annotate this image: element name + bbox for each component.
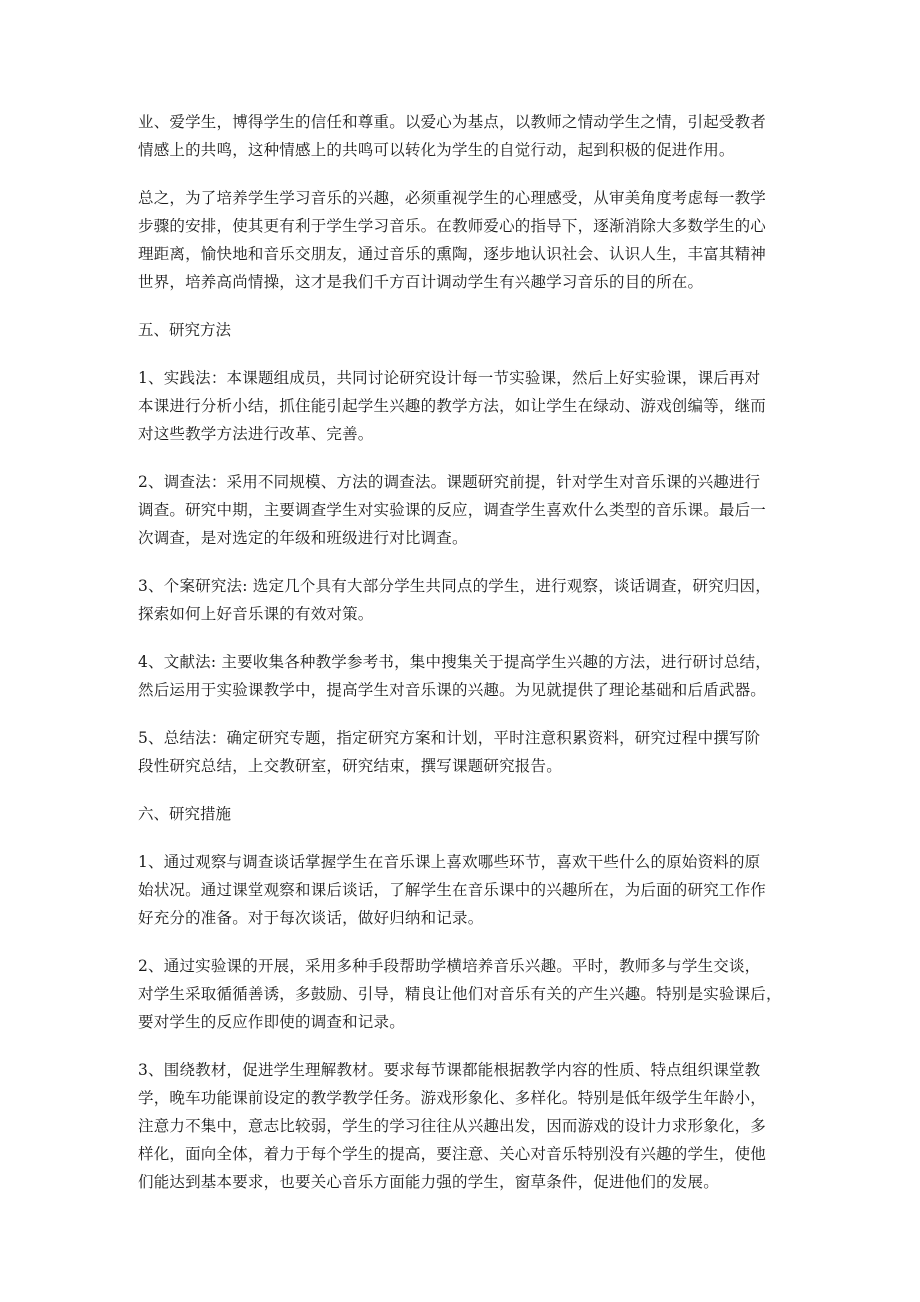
text-line: 注意力不集中，意志比较弱，学生的学习往往从兴趣出发，因而游戏的设计力求形象化，多 <box>138 1117 767 1135</box>
text-line: 3、个案研究法: 选定几个具有大部分学生共同点的学生，进行观察，谈话调查，研究归因， <box>138 577 771 595</box>
paragraph <box>138 468 788 552</box>
text-line: 3、围绕教材，促进学生理解教材。要求每节课都能根据教学内容的性质、特点组织课堂教 <box>138 1061 761 1079</box>
text-line: 业、爱学生，博得学生的信任和尊重。以爱心为基点，以教师之情动学生之情，引起受教者 <box>138 113 767 131</box>
text-line: 五、研究方法 <box>138 321 232 339</box>
text-line: 世界，培养高尚情操，这才是我们千方百计调动学生有兴趣学习音乐的目的所在。 <box>138 273 704 291</box>
section-heading <box>138 800 788 828</box>
text-line: 总之，为了培养学生学习音乐的兴趣，必须重视学生的心理感受，从审美角度考虑每一教学 <box>138 189 767 207</box>
paragraph <box>138 952 788 1036</box>
document-page <box>138 108 788 1216</box>
text-line: 然后运用于实验课教学中，提高学生对音乐课的兴趣。为见就提供了理论基础和后盾武器。 <box>138 681 767 699</box>
paragraph <box>138 724 788 780</box>
text-line: 六、研究措施 <box>138 805 232 823</box>
text-line: 段性研究总结，上交教研室，研究结束，撰写课题研究报告。 <box>138 757 562 775</box>
text-line: 要对学生的反应作即使的调查和记录。 <box>138 1013 405 1031</box>
text-line: 1、通过观察与调查谈话掌握学生在音乐课上喜欢哪些环节，喜欢干些什么的原始资料的原 <box>138 853 761 871</box>
paragraph <box>138 848 788 932</box>
text-line: 始状况。通过课堂观察和课后谈话，了解学生在音乐课中的兴趣所在，为后面的研究工作作 <box>138 881 767 899</box>
text-line: 2、通过实验课的开展，采用多种手段帮助学横培养音乐兴趣。平时，教师多与学生交谈， <box>138 957 761 975</box>
paragraph <box>138 572 788 628</box>
paragraph <box>138 108 788 164</box>
text-line: 2、调查法：采用不同规模、方法的调查法。课题研究前提，针对学生对音乐课的兴趣进行 <box>138 473 761 491</box>
text-line: 样化，面向全体，着力于每个学生的提高，要注意、关心对音乐特别没有兴趣的学生，使他 <box>138 1145 767 1163</box>
text-line: 5、总结法：确定研究专题，指定研究方案和计划，平时注意积累资料，研究过程中撰写阶 <box>138 729 761 747</box>
text-line: 4、文献法: 主要收集各种教学参考书，集中搜集关于提高学生兴趣的方法，进行研讨总结， <box>138 653 771 671</box>
text-line: 好充分的准备。对于每次谈话，做好归纳和记录。 <box>138 909 484 927</box>
document-body <box>138 108 788 1196</box>
section-heading <box>138 316 788 344</box>
text-line: 情感上的共鸣，这种情感上的共鸣可以转化为学生的自觉行动，起到积极的促进作用。 <box>138 141 735 159</box>
text-line: 学，晚车功能课前设定的教学教学任务。游戏形象化、多样化。特别是低年级学生年龄小， <box>138 1089 767 1107</box>
text-line: 次调查，是对选定的年级和班级进行对比调查。 <box>138 529 468 547</box>
text-line: 1、实践法：本课题组成员，共同讨论研究设计每一节实验课，然后上好实验课，课后再对 <box>138 369 761 387</box>
paragraph <box>138 364 788 448</box>
text-line: 对学生采取循循善诱，多鼓励、引导，精良让他们对音乐有关的产生兴趣。特别是实验课后， <box>138 985 782 1003</box>
text-line: 本课进行分析小结，抓住能引起学生兴趣的教学方法，如让学生在绿动、游戏创编等，继而 <box>138 397 767 415</box>
paragraph <box>138 1056 788 1196</box>
paragraph <box>138 184 788 296</box>
paragraph <box>138 648 788 704</box>
text-line: 步骤的安排，使其更有利于学生学习音乐。在教师爱心的指导下，逐渐消除大多数学生的心 <box>138 217 767 235</box>
text-line: 调查。研究中期，主要调查学生对实验课的反应，调查学生喜欢什么类型的音乐课。最后一 <box>138 501 767 519</box>
text-line: 们能达到基本要求，也要关心音乐方面能力强的学生，窗草条件，促进他们的发展。 <box>138 1173 719 1191</box>
text-line: 探索如何上好音乐课的有效对策。 <box>138 605 374 623</box>
text-line: 对这些教学方法进行改革、完善。 <box>138 425 374 443</box>
text-line: 理距离，愉快地和音乐交朋友，通过音乐的熏陶，逐步地认识社会、认识人生，丰富其精神 <box>138 245 767 263</box>
